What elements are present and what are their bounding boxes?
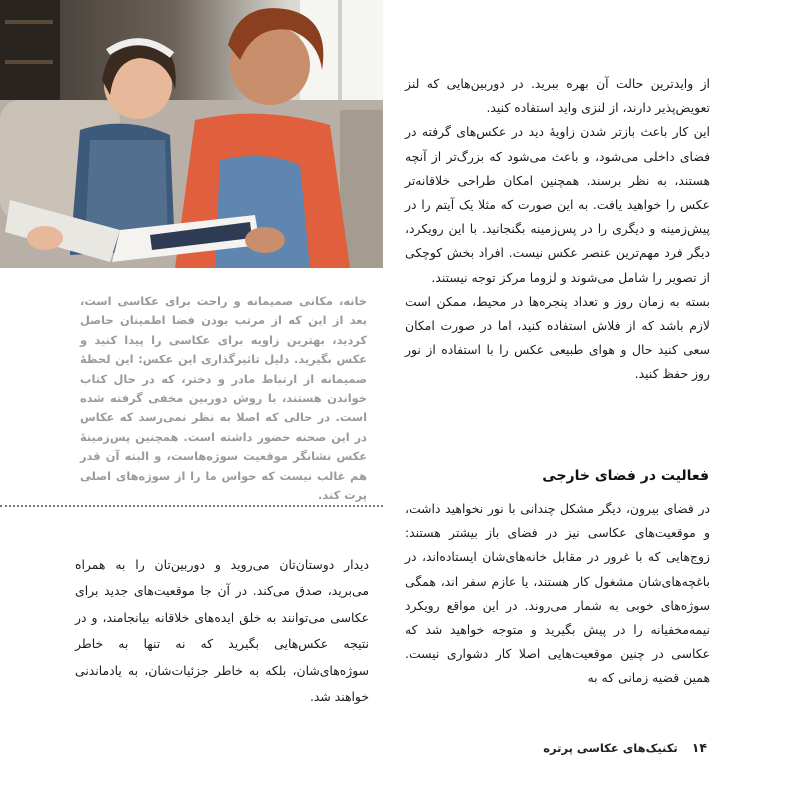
photo-caption xyxy=(80,292,367,505)
paragraph: دیدار دوستان‌تان می‌روید و دوربین‌تان را به همراه می‌برید، صدق می‌کند. در آن جا موقعیت‌های جدید برای عکاسی می‌توانند به خلق ایده‌های خلاقانه بیانجامند، و در نتیجه عکس‌هایی بگیرید که نه تنها به خاطر سوژه‌های‌شان، بلکه به خاطر جزئیات‌شان، به یادماندنی خواهند شد. xyxy=(75,557,369,705)
page-footer xyxy=(543,740,707,755)
photo-mother-daughter-reading xyxy=(0,0,383,268)
paragraph: از وایدترین حالت آن بهره ببرید. در دوربین‌هایی که لنز تعویض‌پذیر دارند، از لنزی واید استفاده کنید. xyxy=(405,76,710,116)
page-number: ۱۴ xyxy=(691,740,707,755)
paragraph: در فضای بیرون، دیگر مشکل چندانی با نور نخواهید داشت، و موقعیت‌های عکاسی نیز در فضای باز بیشتر هستند: زوج‌هایی که با غرور در مقابل خانه‌های‌شان ایستاده‌اند، در باغچه‌های‌شان مشغول کار هستند، یا عازم سفر اند، همگی سوژه‌های خوبی به شمار می‌روند. در این مواقع رویکرد نیمه‌مخفیانه را در پیش بگیرید و متوجه خواهید شد که عکاسی در چنین موقعیت‌هایی اصلا کار دشواری نیست. همین قضیه زمانی که به xyxy=(405,501,710,686)
body-text-right-bottom xyxy=(405,497,710,691)
paragraph: بسته به زمان روز و تعداد پنجره‌ها در محیط، ممکن است لازم باشد که از فلاش استفاده کنید، اما در صورت امکان سعی کنید حال و هوای طبیعی عکس را با استفاده از نور روز حفظ کنید. xyxy=(405,293,710,382)
photo-illustration xyxy=(0,0,383,268)
section-heading: فعالیت در فضای خارجی xyxy=(542,468,709,484)
body-text-left-bottom xyxy=(75,552,369,710)
dotted-divider xyxy=(0,505,383,507)
body-text-right-top xyxy=(405,72,710,387)
running-title: تکنیک‌های عکاسی پرتره xyxy=(543,741,678,755)
paragraph: این کار باعث بازتر شدن زاویهٔ دید در عکس‌های گرفته در فضای داخلی می‌شود، و باعث می‌شود که بزرگ‌تر از آنچه هستند، به نظر برسند. همچنین امکان طراحی خلاقانه‌تر عکس را خواهید یافت. به این صورت که مثلا یک آیتم را در پیش‌زمینه و دیگری را در پس‌زمینه بگنجانید. با این رویکرد، دیگر فرد مهم‌ترین عنصر عکس نیست. افراد بخش کوچکی از تصویر را شامل می‌شوند و لزوما مرکز توجه نیستند. xyxy=(405,124,710,285)
caption-text: خانه، مکانی صمیمانه و راحت برای عکاسی است، بعد از این که از مرتب بودن فضا اطمینان حاصل کردید، بهترین زاویه برای عکاسی را پیدا کنید و عکس بگیرید. دلیل تاثیرگذاری این عکس: این لحظهٔ صمیمانه از ارتباط مادر و دختر، که در حال کتاب خواندن هستند، با روش دوربین مخفی گرفته شده است. در حالی که اصلا به نظر نمی‌رسد که عکاس در این صحنه حضور داشته است. همچنین پس‌زمینهٔ عکس نشانگر موقعیت سوژه‌هاست، و البته آن قدر هم غالب نیست که حواس ما را از سوژه‌های اصلی پرت کند. xyxy=(80,294,367,503)
